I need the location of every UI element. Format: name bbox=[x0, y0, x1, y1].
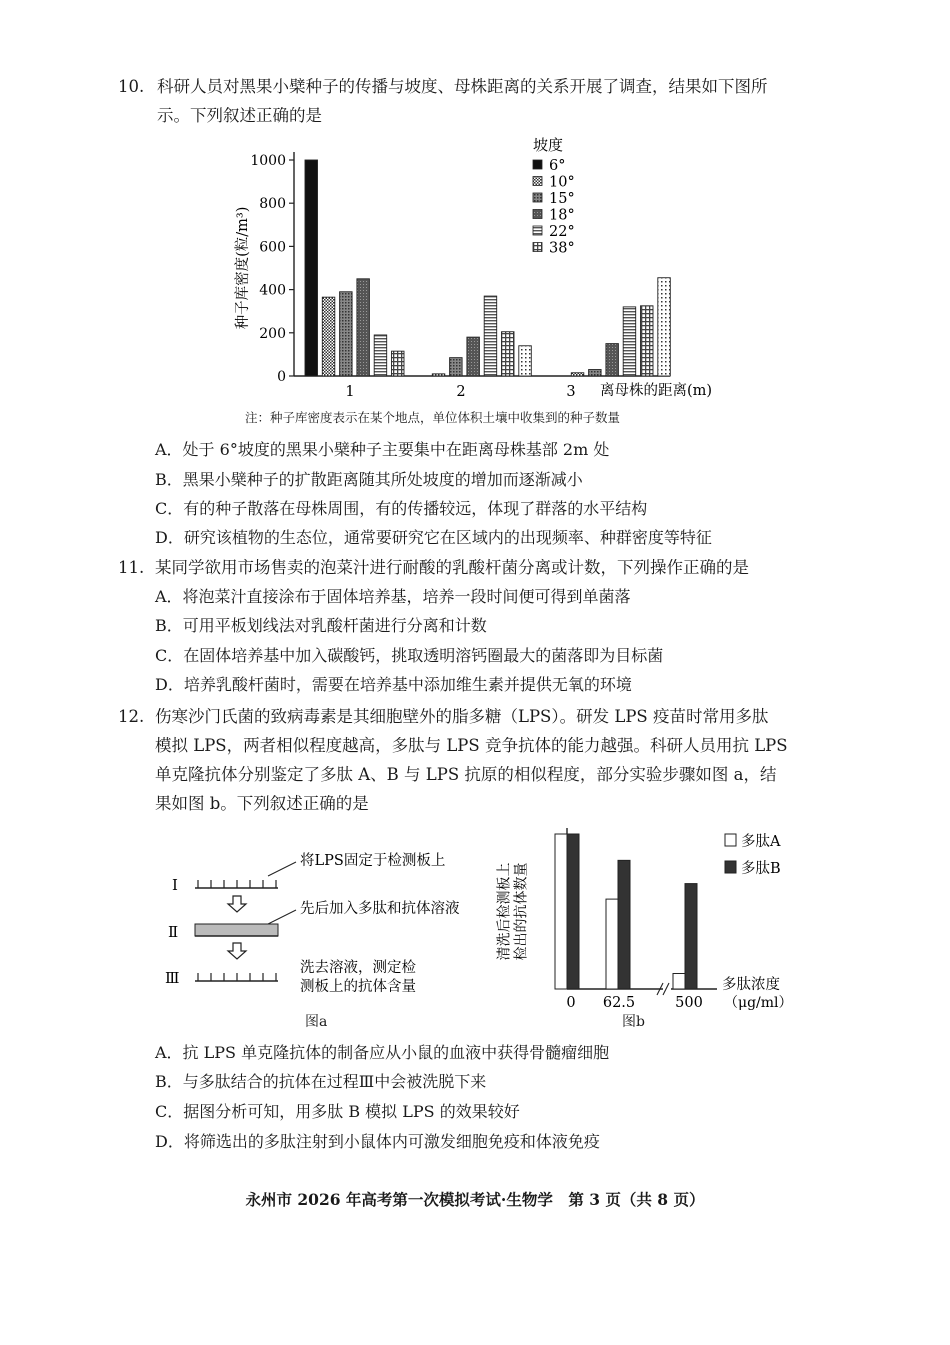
pointer-line bbox=[268, 910, 296, 924]
option-d: D．培养乳酸杆菌时，需要在培养基中添加维生素并提供无氧的环境 bbox=[155, 675, 632, 694]
plate-3 bbox=[195, 973, 278, 981]
question-stem-line: 示。下列叙述正确的是 bbox=[157, 106, 322, 125]
x-tick-label: 1 bbox=[345, 384, 355, 400]
legend-swatch bbox=[533, 243, 542, 252]
x-tick-label: 2 bbox=[456, 384, 466, 400]
y-tick-label: 200 bbox=[259, 325, 286, 342]
question-stem-line: 果如图 b。下列叙述正确的是 bbox=[155, 794, 369, 813]
x-tick-label: 0 bbox=[566, 995, 576, 1011]
step-description-3: 洗去溶液，测定检 bbox=[300, 960, 416, 976]
option-a: A．抗 LPS 单克隆抗体的制备应从小鼠的血液中获得骨髓瘤细胞 bbox=[155, 1043, 610, 1062]
option-a: A．处于 6°坡度的黑果小檗种子主要集中在距离母株基部 2m 处 bbox=[155, 440, 610, 459]
question-number: 10. bbox=[118, 77, 145, 96]
bar-15-at-1 bbox=[340, 292, 353, 376]
legend-swatch bbox=[725, 834, 736, 846]
y-tick-label: 1000 bbox=[250, 153, 286, 169]
bar-peptide-b-at-62.5 bbox=[618, 860, 630, 989]
legend-swatch bbox=[533, 226, 542, 235]
bar-15-at-3 bbox=[589, 370, 602, 376]
question-stem-line: 某同学欲用市场售卖的泡菜汁进行耐酸的乳酸杆菌分离或计数，下列操作正确的是 bbox=[155, 558, 749, 577]
legend-label: 多肽A bbox=[741, 834, 781, 850]
legend-swatch bbox=[725, 861, 736, 873]
question-number: 12. bbox=[118, 707, 145, 726]
pointer-line bbox=[268, 862, 296, 876]
option-d: D．将筛选出的多肽注射到小鼠体内可激发细胞免疫和体液免疫 bbox=[155, 1132, 600, 1151]
step-label-1: Ⅰ bbox=[172, 876, 178, 894]
legend-label: 18° bbox=[549, 207, 575, 224]
step-description-4: 测板上的抗体含量 bbox=[300, 979, 416, 995]
bar-15-at-2 bbox=[450, 358, 463, 376]
bar-18-at-3 bbox=[606, 344, 619, 376]
x-axis-unit: （μg/ml） bbox=[724, 995, 793, 1011]
option-b: B．可用平板划线法对乳酸杆菌进行分离和计数 bbox=[155, 616, 487, 635]
legend-label: 38° bbox=[549, 240, 575, 257]
option-a: A．将泡菜汁直接涂布于固体培养基，培养一段时间便可得到单菌落 bbox=[155, 587, 631, 606]
bar-peptide-b-at-500 bbox=[685, 884, 697, 989]
legend-title: 坡度 bbox=[533, 136, 564, 154]
step-description-1: 将LPS固定于检测板上 bbox=[300, 853, 446, 869]
step-label-3: Ⅲ bbox=[165, 969, 180, 987]
bar-22-at-1 bbox=[374, 335, 387, 376]
option-c: C．有的种子散落在母株周围，有的传播较远，体现了群落的水平结构 bbox=[155, 499, 648, 518]
x-tick-label: 3 bbox=[566, 384, 576, 400]
chart-note: 注：种子库密度表示在某个地点，单位体积土壤中收集到的种子数量 bbox=[245, 410, 621, 425]
x-tick-label: 500 bbox=[675, 995, 703, 1011]
figure-b-caption: 图b bbox=[622, 1014, 645, 1030]
y-tick-label: 800 bbox=[259, 196, 286, 213]
option-b: B．与多肽结合的抗体在过程Ⅲ中会被洗脱下来 bbox=[155, 1072, 487, 1091]
bar-10-at-3 bbox=[571, 373, 584, 376]
legend-swatch bbox=[533, 210, 542, 219]
x-tick-label: 62.5 bbox=[602, 995, 636, 1011]
seed-density-chart bbox=[225, 125, 745, 410]
question-stem-line: 伤寒沙门氏菌的致病毒素是其细胞壁外的脂多糖（LPS）。研发 LPS 疫苗时常用多肽 bbox=[155, 707, 769, 726]
option-b: B．黑果小檗种子的扩散距离随其所处坡度的增加而逐渐减小 bbox=[155, 470, 583, 489]
legend-label: 6° bbox=[549, 158, 566, 174]
legend-swatch bbox=[533, 193, 542, 202]
legend-label: 多肽B bbox=[741, 861, 781, 877]
page-footer: 永州市 2026 年高考第一次模拟考试·生物学 第 3 页（共 8 页） bbox=[245, 1190, 705, 1209]
bar-22-at-2 bbox=[484, 296, 497, 376]
y-tick-label: 600 bbox=[259, 239, 286, 256]
figure-a-caption: 图a bbox=[305, 1014, 328, 1030]
y-axis-label: 种子库密度(粒/m³) bbox=[235, 206, 251, 330]
x-axis-label: 多肽浓度 bbox=[722, 977, 780, 993]
option-d: D．研究该植物的生态位，通常要研究它在区域内的出现频率、种群密度等特征 bbox=[155, 528, 712, 547]
legend-label: 22° bbox=[549, 224, 575, 240]
legend-swatch bbox=[533, 160, 542, 169]
legend-label: 15° bbox=[549, 191, 575, 207]
arrow-down-icon bbox=[228, 943, 246, 959]
y-tick-label: 400 bbox=[259, 282, 286, 299]
bar-series6-at-2 bbox=[519, 346, 532, 376]
bar-18-at-2 bbox=[467, 337, 480, 376]
option-c: C．据图分析可知，用多肽 B 模拟 LPS 的效果较好 bbox=[155, 1102, 520, 1121]
bar-10-at-2 bbox=[432, 374, 445, 376]
question-stem-line: 模拟 LPS，两者相似程度越高，多肽与 LPS 竞争抗体的能力越强。科研人员用抗 LPS bbox=[155, 736, 788, 755]
bar-18-at-1 bbox=[357, 279, 370, 376]
arrow-down-icon bbox=[228, 896, 246, 912]
plate-1 bbox=[195, 880, 278, 888]
y-tick-label: 0 bbox=[277, 369, 286, 385]
bar-38-at-3 bbox=[641, 306, 654, 376]
x-axis-label: 离母株的距离(m) bbox=[600, 383, 713, 399]
bar-38-at-1 bbox=[392, 351, 405, 376]
legend-swatch bbox=[533, 177, 542, 186]
bar-peptide-a-at-0 bbox=[555, 834, 567, 989]
question-stem-line: 单克隆抗体分别鉴定了多肽 A、B 与 LPS 抗原的相似程度，部分实验步骤如图 a，结 bbox=[155, 765, 777, 784]
bar-peptide-a-at-500 bbox=[673, 974, 685, 990]
y-axis-label: 清洗后检测板上检出的抗体数量 bbox=[496, 862, 530, 961]
legend-label: 10° bbox=[549, 174, 575, 191]
bar-38-at-2 bbox=[502, 332, 515, 376]
step-description-2: 先后加入多肽和抗体溶液 bbox=[300, 901, 460, 917]
bar-peptide-b-at-0 bbox=[567, 834, 579, 989]
bar-series6-at-3 bbox=[658, 278, 671, 376]
antibody-chart bbox=[495, 822, 805, 1012]
option-c: C．在固体培养基中加入碳酸钙，挑取透明溶钙圈最大的菌落即为目标菌 bbox=[155, 646, 664, 665]
bar-22-at-3 bbox=[623, 307, 636, 376]
bar-peptide-a-at-62.5 bbox=[606, 899, 618, 989]
figure-a-diagram bbox=[160, 840, 490, 1010]
plate-2 bbox=[195, 924, 278, 936]
question-stem-line: 科研人员对黑果小檗种子的传播与坡度、母株距离的关系开展了调查，结果如下图所 bbox=[157, 77, 768, 96]
bar-6-at-1 bbox=[305, 160, 318, 376]
step-label-2: Ⅱ bbox=[168, 923, 179, 941]
bar-10-at-1 bbox=[322, 297, 335, 376]
question-number: 11. bbox=[118, 558, 145, 577]
